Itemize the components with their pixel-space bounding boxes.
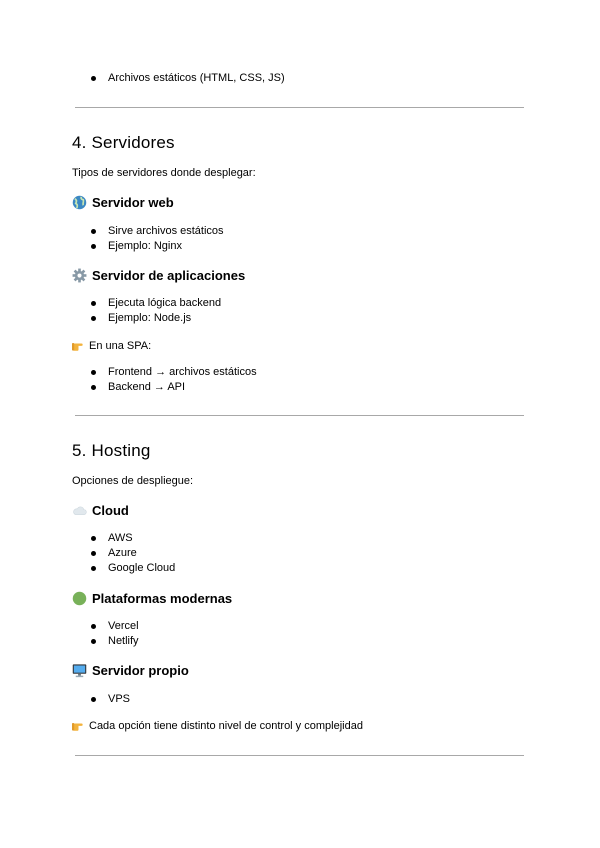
list-item: Google Cloud [108, 562, 176, 574]
subheading-label: Plataformas modernas [92, 591, 233, 606]
platforms-list [108, 619, 139, 649]
cloud-icon [72, 503, 87, 518]
list-item: Sirve archivos estáticos [108, 225, 224, 237]
note-text: Cada opción tiene distinto nivel de control y complejidad [89, 720, 363, 732]
subheading-label: Servidor web [92, 195, 174, 210]
note-text: En una SPA: [89, 340, 152, 352]
list-item: Vercel [108, 620, 139, 632]
list-item: Azure [108, 546, 175, 561]
list-item: Ejemplo: Node.js [108, 311, 221, 326]
subheading-plataformas [72, 591, 232, 607]
horizontal-rule [75, 415, 524, 416]
list-item: Ejemplo: Nginx [108, 239, 224, 254]
section-intro: Tipos de servidores donde desplegar: [72, 167, 256, 179]
section-heading-hosting: 5. Hosting [72, 441, 151, 460]
subheading-cloud [72, 503, 129, 519]
own-server-list [108, 692, 130, 707]
app-server-list [108, 296, 221, 326]
subheading-servidor-web [72, 195, 174, 211]
section-intro: Opciones de despliegue: [72, 475, 194, 487]
web-server-list [108, 224, 224, 254]
static-files-list [108, 71, 285, 86]
list-item: Archivos estáticos (HTML, CSS, JS) [108, 72, 285, 84]
computer-icon [72, 663, 87, 678]
spa-note [72, 339, 151, 353]
globe-icon [72, 195, 87, 210]
horizontal-rule [75, 107, 524, 108]
pointing-hand-icon [72, 720, 86, 731]
list-item: VPS [108, 693, 131, 705]
list-item: Ejecuta lógica backend [108, 297, 222, 309]
subheading-servidor-propio [72, 663, 189, 679]
hosting-note [72, 719, 363, 733]
pointing-hand-icon [72, 340, 86, 351]
subheading-label: Cloud [92, 503, 129, 518]
list-item: Netlify [108, 635, 139, 647]
subheading-label: Servidor propio [92, 663, 189, 678]
list-item: Backend → API [108, 380, 257, 395]
green-circle-icon [72, 591, 87, 606]
subheading-label: Servidor de aplicaciones [92, 268, 246, 283]
spa-list [108, 365, 257, 395]
horizontal-rule [75, 755, 524, 756]
list-item: AWS [108, 531, 175, 546]
section-heading-servidores: 4. Servidores [72, 133, 175, 152]
cloud-list [108, 531, 175, 576]
gear-icon [72, 268, 87, 283]
list-item: Frontend → archivos estáticos [108, 366, 257, 378]
subheading-servidor-aplicaciones [72, 268, 245, 284]
